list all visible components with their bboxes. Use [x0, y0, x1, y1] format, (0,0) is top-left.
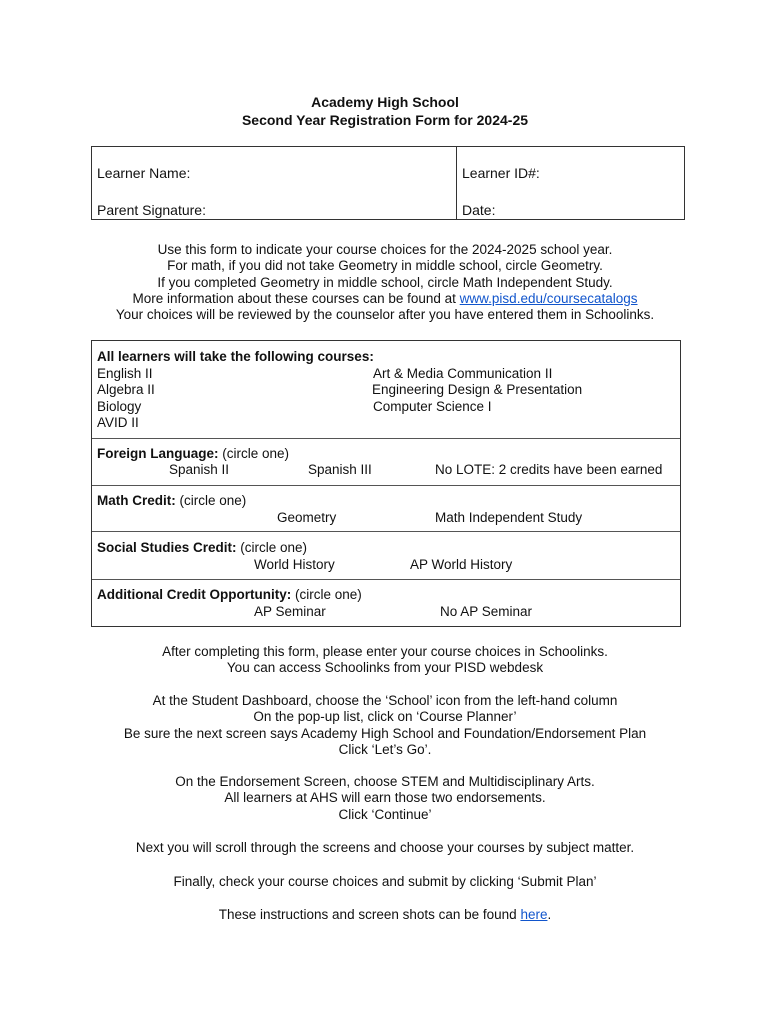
additional-credit-label: Additional Credit Opportunity:: [97, 587, 292, 602]
section-divider: [92, 531, 680, 532]
foreign-language-label: Foreign Language:: [97, 446, 219, 461]
instructions-paragraph-4: Next you will scroll through the screens and choose your courses by subject matter.: [135, 840, 635, 855]
date-label: Date:: [462, 202, 496, 218]
option-world-history[interactable]: World History: [254, 557, 335, 572]
instruction-line: You can access Schoolinks from your PISD webdesk: [226, 660, 544, 676]
intro-line: Use this form to indicate your course choices for the 2024-2025 school year.: [157, 242, 613, 257]
intro-text: [0, 242, 770, 323]
learner-info-table: [91, 146, 685, 220]
instruction-line: All learners at AHS will earn those two endorsements.: [224, 790, 546, 806]
instruction-line: After completing this form, please enter your course choices in Schoolinks.: [162, 644, 608, 659]
intro-line: Your choices will be reviewed by the counselor after you have entered them in Schoolinks.: [115, 307, 655, 323]
instructions-paragraph-2: [0, 693, 770, 759]
option-geometry[interactable]: Geometry: [277, 510, 337, 525]
option-no-ap-seminar[interactable]: No AP Seminar: [440, 604, 533, 619]
course-item: Biology: [97, 399, 142, 414]
option-math-independent-study[interactable]: Math Independent Study: [435, 510, 583, 525]
math-heading: [97, 493, 246, 508]
circle-one-note: (circle one): [175, 493, 247, 508]
course-catalog-link[interactable]: www.pisd.edu/coursecatalogs: [459, 290, 638, 306]
course-selection-box: [91, 340, 681, 627]
instruction-line: On the Endorsement Screen, choose STEM and Multidisciplinary Arts.: [175, 774, 595, 789]
school-name: Academy High School: [311, 94, 459, 110]
course-item: AVID II: [97, 415, 139, 430]
instructions-paragraph-1: [0, 644, 770, 677]
additional-credit-heading: [97, 587, 362, 602]
instruction-line: On the pop-up list, click on ‘Course Planner’: [253, 709, 517, 725]
course-item: Engineering Design & Presentation: [372, 382, 583, 397]
section-divider: [92, 438, 680, 439]
intro-line: [0, 291, 770, 307]
instruction-line: Be sure the next screen says Academy High School and Foundation/Endorsement Plan: [123, 725, 647, 741]
intro-line-text: More information about these courses can be found at: [132, 290, 460, 306]
option-ap-seminar[interactable]: AP Seminar: [254, 604, 326, 619]
option-spanish-iii[interactable]: Spanish III: [308, 462, 372, 477]
instructions-paragraph-3: [0, 774, 770, 823]
course-item: English II: [97, 366, 153, 381]
learner-id-label: Learner ID#:: [462, 165, 540, 181]
option-spanish-ii[interactable]: Spanish II: [169, 462, 230, 477]
math-label: Math Credit:: [97, 493, 176, 508]
social-studies-heading: [97, 540, 307, 555]
instructions-paragraph-6: [0, 907, 770, 923]
course-item: Art & Media Communication II: [373, 366, 553, 381]
course-item: Computer Science I: [373, 399, 492, 414]
instruction-text: These instructions and screen shots can be found: [218, 907, 521, 922]
instruction-text: .: [547, 907, 552, 922]
screenshots-link[interactable]: here: [520, 907, 548, 922]
option-no-lote[interactable]: No LOTE: 2 credits have been earned: [435, 462, 663, 477]
instruction-line: Click ‘Let’s Go’.: [338, 742, 432, 758]
intro-line: For math, if you did not take Geometry in middle school, circle Geometry.: [167, 258, 603, 274]
intro-line: If you completed Geometry in middle school, circle Math Independent Study.: [157, 274, 613, 290]
section-divider: [92, 579, 680, 580]
instruction-line: At the Student Dashboard, choose the ‘School’ icon from the left-hand column: [152, 693, 618, 708]
section-divider: [92, 485, 680, 486]
instructions-paragraph-5: Finally, check your course choices and submit by clicking ‘Submit Plan’: [173, 874, 597, 889]
social-studies-label: Social Studies Credit:: [97, 540, 237, 555]
circle-one-note: (circle one): [218, 446, 290, 461]
instruction-line: Click ‘Continue’: [338, 806, 432, 822]
form-title: Second Year Registration Form for 2024-25: [241, 112, 529, 128]
option-ap-world-history[interactable]: AP World History: [410, 557, 513, 572]
table-divider: [456, 147, 457, 219]
circle-one-note: (circle one): [291, 587, 362, 602]
parent-signature-label: Parent Signature:: [97, 202, 206, 218]
required-heading: All learners will take the following courses:: [97, 349, 374, 364]
circle-one-note: (circle one): [236, 540, 308, 555]
foreign-language-heading: [97, 446, 289, 461]
course-item: Algebra II: [97, 382, 155, 397]
learner-name-label: Learner Name:: [97, 165, 191, 181]
